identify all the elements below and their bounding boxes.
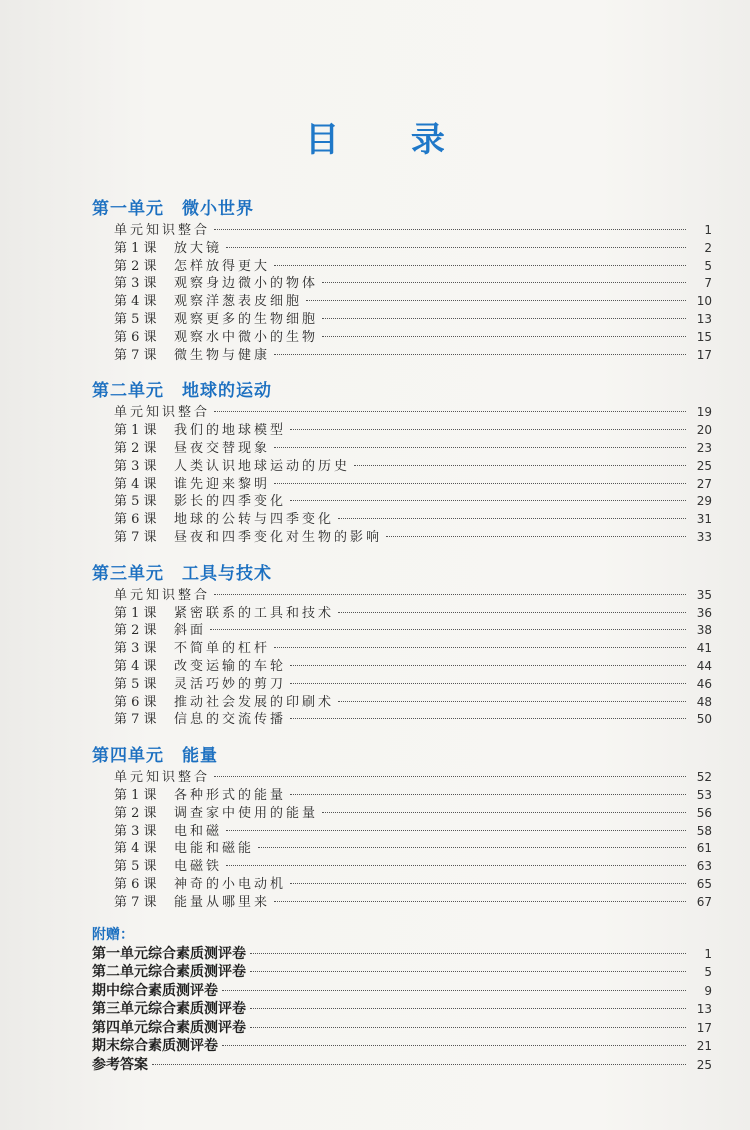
toc-entry[interactable] [92,275,712,293]
page-number: 29 [696,494,712,509]
unit-heading[interactable] [92,378,712,404]
lesson-number: 第 6 课 [114,876,157,892]
page-number: 36 [696,605,712,620]
lesson-number: 第 2 课 [114,440,157,456]
appendix-entry[interactable] [92,982,712,1001]
appendix-entry[interactable] [92,1037,712,1056]
dot-leader [152,1064,686,1065]
page-number: 2 [704,240,712,255]
toc-entry-summary[interactable] [92,587,712,605]
lesson-number: 第 7 课 [114,894,157,910]
dot-leader [290,500,686,501]
appendix-entry[interactable] [92,1000,712,1019]
unit-label: 第二单元 [92,381,164,402]
appendix-entry[interactable] [92,945,712,964]
dot-leader [274,901,686,902]
page-number: 67 [696,894,712,909]
dot-leader [354,465,686,466]
toc-entry[interactable] [92,711,712,729]
dot-leader [274,447,686,448]
dot-leader [250,1008,686,1009]
entry-title: 单元知识整合 [114,223,211,238]
dot-leader [290,883,686,884]
lesson-number: 第 2 课 [114,805,157,821]
toc-entry[interactable] [92,622,712,640]
lesson-number: 第 5 课 [114,859,157,875]
entry-title: 电和磁 [174,823,223,839]
page-number: 58 [696,823,712,838]
entry-title: 怎样放得更大 [174,258,271,274]
entry-title: 昼夜交替现象 [174,440,271,456]
lesson-number: 第 1 课 [114,240,157,256]
lesson-number: 第 3 课 [114,276,157,292]
toc-entry[interactable] [92,440,712,458]
page-number: 19 [696,405,712,420]
appendix-entry[interactable] [92,1056,712,1075]
toc-entry[interactable] [92,694,712,712]
entry-title: 神奇的小电动机 [174,876,287,892]
lesson-number: 第 2 课 [114,623,157,639]
page-number: 31 [696,512,712,527]
entry-title: 各种形式的能量 [174,787,287,803]
lesson-number: 第 2 课 [114,258,157,274]
unit-section [92,196,712,364]
dot-leader [322,812,686,813]
entry-title: 推动社会发展的印刷术 [174,694,335,710]
toc-entry[interactable] [92,529,712,547]
page-number: 25 [696,458,712,473]
page-number: 17 [696,1020,712,1035]
entry-title: 灵活巧妙的剪刀 [174,676,287,692]
toc-entry[interactable] [92,658,712,676]
entry-title: 第四单元综合素质测评卷 [92,1019,246,1036]
entry-title: 放大镜 [174,240,223,256]
dot-leader [274,265,686,266]
toc-entry[interactable] [92,476,712,494]
toc-entry[interactable] [92,311,712,329]
dot-leader [250,971,686,972]
lesson-number: 第 3 课 [114,823,157,839]
toc-entry[interactable] [92,858,712,876]
entry-title: 期中综合素质测评卷 [92,982,218,999]
dot-leader [214,594,686,595]
lesson-number: 第 3 课 [114,458,157,474]
page-number: 65 [696,876,712,891]
dot-leader [214,411,686,412]
page-title: 目 录 [305,120,475,160]
dot-leader [274,483,686,484]
dot-leader [222,990,686,991]
lesson-number: 第 7 课 [114,529,157,545]
toc-entry-summary[interactable] [92,404,712,422]
toc-entry[interactable] [92,894,712,912]
lesson-number: 第 1 课 [114,423,157,439]
toc-entry[interactable] [92,347,712,365]
lesson-number: 第 4 课 [114,841,157,857]
page-number: 25 [696,1058,712,1073]
unit-name: 工具与技术 [182,563,272,584]
entry-title: 观察更多的生物细胞 [174,311,319,327]
unit-label: 第一单元 [92,199,164,219]
entry-title: 第三单元综合素质测评卷 [92,1001,246,1018]
dot-leader [386,536,686,537]
page-number: 21 [696,1039,712,1054]
page-number: 15 [696,329,712,344]
page-number: 56 [696,805,712,820]
unit-heading[interactable] [92,743,712,769]
unit-section [92,561,712,729]
unit-section [92,743,712,911]
unit-label: 第三单元 [92,563,164,584]
page-number: 48 [696,694,712,709]
entry-title: 微生物与健康 [174,347,271,363]
entry-title: 昼夜和四季变化对生物的影响 [174,529,383,545]
entry-title: 调查家中使用的能量 [174,805,319,821]
dot-leader [210,629,686,630]
dot-leader [214,776,686,777]
unit-heading[interactable] [92,561,712,587]
page-number: 27 [696,476,712,491]
page-number: 5 [704,258,712,273]
dot-leader [274,354,686,355]
dot-leader [290,794,686,795]
page-number: 41 [696,641,712,656]
entry-title: 斜面 [174,623,207,639]
appendix-entry[interactable] [92,963,712,982]
page-number: 20 [696,423,712,438]
page-number: 17 [696,347,712,362]
page-number: 10 [696,294,712,309]
entry-title: 影长的四季变化 [174,494,287,510]
entry-title: 能量从哪里来 [174,894,271,910]
toc-entry[interactable] [92,458,712,476]
dot-leader [322,282,686,283]
dot-leader [290,718,686,719]
dot-leader [290,429,686,430]
page-number: 1 [704,946,712,961]
entry-title: 第二单元综合素质测评卷 [92,964,246,981]
dot-leader [322,318,686,319]
unit-section [92,378,712,546]
unit-name: 地球的运动 [182,381,272,402]
dot-leader [338,518,686,519]
unit-label: 第四单元 [92,746,164,767]
dot-leader [214,229,686,230]
dot-leader [338,612,686,613]
page-number: 50 [696,712,712,727]
toc-entry[interactable] [92,511,712,529]
appendix-section [92,926,712,1075]
page-number: 7 [704,276,712,291]
entry-title: 紧密联系的工具和技术 [174,605,335,621]
dot-leader [258,847,686,848]
dot-leader [290,683,686,684]
dot-leader [322,336,686,337]
page-number: 13 [696,311,712,326]
table-of-contents [92,196,712,1075]
page-number: 46 [696,676,712,691]
entry-title: 期末综合素质测评卷 [92,1038,218,1055]
toc-entry-summary[interactable] [92,769,712,787]
dot-leader [250,1027,686,1028]
dot-leader [250,953,686,954]
lesson-number: 第 4 课 [114,476,157,492]
entry-title: 观察身边微小的物体 [174,276,319,292]
entry-title: 改变运输的车轮 [174,658,287,674]
entry-title: 电能和磁能 [174,841,255,857]
lesson-number: 第 7 课 [114,712,157,728]
toc-entry[interactable] [92,293,712,311]
entry-title: 谁先迎来黎明 [174,476,271,492]
lesson-number: 第 3 课 [114,641,157,657]
lesson-number: 第 1 课 [114,787,157,803]
dot-leader [290,665,686,666]
page-number: 52 [696,770,712,785]
toc-entry[interactable] [92,787,712,805]
page-number: 9 [704,983,712,998]
dot-leader [306,300,686,301]
appendix-label: 附赠： [92,926,134,943]
toc-entry[interactable] [92,422,712,440]
entry-title: 单元知识整合 [114,587,211,603]
entry-title: 信息的交流传播 [174,712,287,728]
page-number: 5 [704,965,712,980]
entry-title: 单元知识整合 [114,405,211,421]
toc-entry[interactable] [92,823,712,841]
page-number: 1 [704,223,712,237]
lesson-number: 第 4 课 [114,294,157,310]
toc-entry[interactable] [92,876,712,894]
dot-leader [226,247,686,248]
lesson-number: 第 5 课 [114,311,157,327]
page-number: 23 [696,440,712,455]
lesson-number: 第 6 课 [114,694,157,710]
lesson-number: 第 5 课 [114,676,157,692]
unit-name: 能量 [182,746,218,767]
lesson-number: 第 7 课 [114,347,157,363]
entry-title: 第一单元综合素质测评卷 [92,945,246,962]
entry-title: 单元知识整合 [114,770,211,786]
lesson-number: 第 5 课 [114,494,157,510]
lesson-number: 第 6 课 [114,329,157,345]
dot-leader [222,1045,686,1046]
toc-entry[interactable] [92,240,712,258]
entry-title: 人类认识地球运动的历史 [174,458,351,474]
unit-name: 微小世界 [182,199,254,219]
toc-entry[interactable] [92,840,712,858]
lesson-number: 第 6 课 [114,512,157,528]
toc-entry[interactable] [92,329,712,347]
toc-entry[interactable] [92,493,712,511]
page-number: 13 [696,1002,712,1017]
toc-entry[interactable] [92,640,712,658]
entry-title: 地球的公转与四季变化 [174,512,335,528]
page-number: 44 [696,658,712,673]
entry-title: 参考答案 [92,1057,148,1074]
page-number: 35 [696,587,712,602]
toc-entry[interactable] [92,258,712,276]
page-number: 53 [696,787,712,802]
toc-entry[interactable] [92,676,712,694]
page-number: 38 [696,623,712,638]
entry-title: 电磁铁 [174,859,223,875]
lesson-number: 第 1 课 [114,605,157,621]
appendix-entry[interactable] [92,1019,712,1038]
toc-entry[interactable] [92,605,712,623]
entry-title: 我们的地球模型 [174,423,287,439]
lesson-number: 第 4 课 [114,658,157,674]
dot-leader [274,647,686,648]
page-number: 61 [696,841,712,856]
page-number: 33 [696,529,712,544]
entry-title: 不简单的杠杆 [174,641,271,657]
unit-heading[interactable] [92,196,712,222]
dot-leader [226,865,686,866]
dot-leader [226,830,686,831]
page-number: 63 [696,859,712,874]
toc-entry[interactable] [92,805,712,823]
toc-entry-summary[interactable] [92,222,712,240]
entry-title: 观察洋葱表皮细胞 [174,294,303,310]
dot-leader [338,701,686,702]
entry-title: 观察水中微小的生物 [174,329,319,345]
